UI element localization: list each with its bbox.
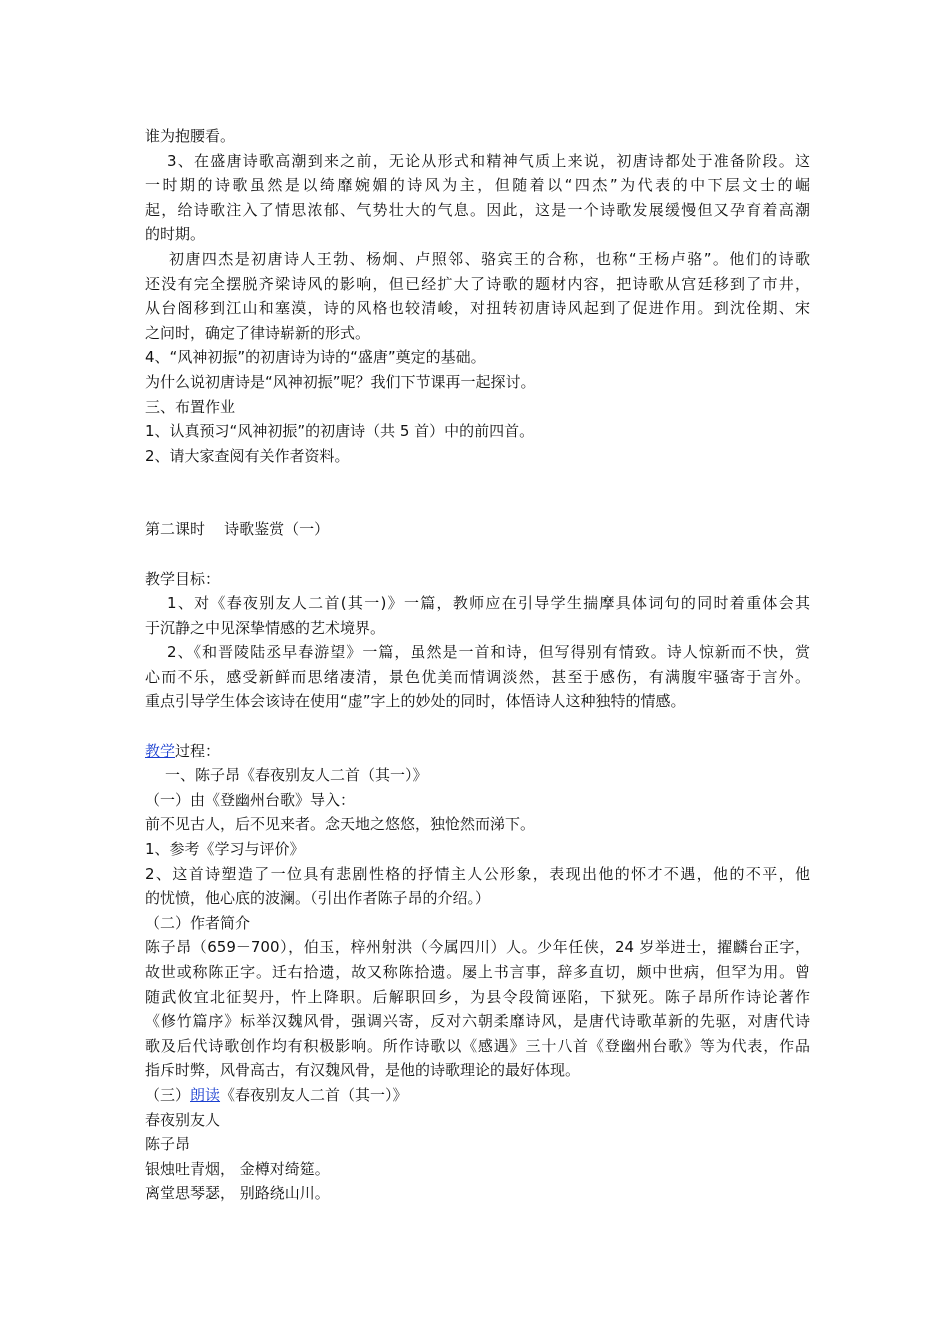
reading-title — [145, 1083, 810, 1108]
text-line: 1、认真预习“风神初振”的初唐诗（共 5 首）中的前四首。 — [145, 422, 535, 441]
text-line: 心而不乐，感受新鲜而思绪凄清，景色优美而情调淡然，甚至于感伤，有满腹牢骚寄于言外。 — [145, 667, 810, 686]
text-line: 初唐四杰是初唐诗人王勃、杨炯、卢照邻、骆宾王的合称，也称“王杨卢骆”。他们的诗歌 — [169, 249, 810, 268]
spacer — [145, 542, 810, 567]
text-line: 4、“风神初振”的初唐诗为诗的“盛唐”奠定的基础。 — [145, 348, 486, 367]
poem-title: 春夜别友人 — [145, 1110, 221, 1129]
text-line: 陈子昂（659－700），伯玉，梓州射洪（今属四川）人。少年任侠，24 岁举进士，擢麟台正字， — [145, 938, 810, 957]
text-line: 2、请大家查阅有关作者资料。 — [145, 446, 350, 465]
text-line: 故世或称陈正字。迁右拾遗，故又称陈拾遗。屡上书言事，辞多直切，颇中世病，但罕为用。曾 — [145, 963, 810, 981]
text-line: 歌及后代诗歌创作均有积极影响。所作诗歌以《感遇》三十八首《登幽州台歌》等为代表，作品 — [145, 1036, 810, 1055]
poem-line: 银烛吐青烟， 金樽对绮筵。 — [145, 1159, 330, 1178]
text-line: 2、《和晋陵陆丞早春游望》一篇，虽然是一首和诗，但写得别有情致。诗人惊新而不快，赏 — [167, 643, 810, 662]
poem-line: 离堂思琴瑟， 别路绕山川。 — [145, 1184, 330, 1203]
text-line: 随武攸宜北征契丹，忤上降职。后解职回乡，为县令段简诬陷，下狱死。陈子昂所作诗论著作 — [145, 987, 810, 1006]
text-line: 前不见古人，后不见来者。念天地之悠悠，独怆然而涕下。 — [145, 815, 536, 834]
read-aloud-link[interactable]: 朗读 — [190, 1085, 221, 1104]
process-title-text: 过程： — [175, 741, 221, 760]
spacer — [145, 468, 810, 517]
teaching-link[interactable]: 教学 — [145, 741, 176, 760]
text-line: 3、在盛唐诗歌高潮到来之前，无论从形式和精神气质上来说，初唐诗都处于准备阶段。这 — [167, 151, 810, 170]
text-line: 从台阁移到江山和塞漠，诗的风格也较清峻，对扭转初唐诗风起到了促进作用。到沈佺期、宋 — [145, 299, 810, 318]
goals-title: 教学目标： — [145, 569, 221, 588]
lesson-heading: 第二课时 诗歌鉴赏（一） — [145, 520, 330, 539]
text-line: 谁为抱腰看。 — [145, 127, 236, 145]
text-line: 起，给诗歌注入了情思浓郁、气势壮大的气息。因此，这是一个诗歌发展缓慢但又孕育着高潮 — [145, 200, 810, 219]
text-line: 于沉静之中见深挚情感的艺术境界。 — [145, 618, 386, 637]
text-line: （一）由《登幽州台歌》导入： — [145, 790, 356, 809]
text-line: 为什么说初唐诗是“风神初振”呢？我们下节课再一起探讨。 — [145, 372, 536, 391]
poem-author: 陈子昂 — [145, 1135, 191, 1154]
document-page — [145, 124, 810, 1206]
spacer — [145, 714, 810, 739]
text-line: 《修竹篇序》标举汉魏风骨，强调兴寄，反对六朝柔靡诗风，是唐代诗歌革新的先驱，对唐代诗 — [145, 1012, 810, 1031]
text-line: 还没有完全摆脱齐梁诗风的影响，但已经扩大了诗歌的题材内容，把诗歌从宫廷移到了市井， — [145, 274, 810, 293]
text-line: 的忧愤，他心底的波澜。（引出作者陈子昂的介绍。） — [145, 889, 491, 908]
text-line: 2、这首诗塑造了一位具有悲剧性格的抒情主人公形象，表现出他的怀才不遇，他的不平，他 — [145, 864, 810, 883]
text-line: 1、参考《学习与评价》 — [145, 840, 305, 859]
reading-title-text: 《春夜别友人二首（其一）》 — [220, 1085, 408, 1104]
text-line: 指斥时弊，风骨高古，有汉魏风骨，是他的诗歌理论的最好体现。 — [145, 1061, 581, 1080]
text-line: 一时期的诗歌虽然是以绮靡婉媚的诗风为主，但随着以“四杰”为代表的中下层文士的崛 — [145, 176, 810, 195]
text-line: 重点引导学生体会该诗在使用“虚”字上的妙处的同时，体悟诗人这种独特的情感。 — [145, 692, 686, 711]
section-heading: 三、布置作业 — [145, 397, 236, 416]
reading-prefix: （三） — [145, 1085, 191, 1104]
text-line: 一、陈子昂《春夜别友人二首（其一）》 — [165, 766, 428, 785]
text-line: （二）作者简介 — [145, 913, 251, 932]
text-line: 1、对《春夜别友人二首(其一)》一篇，教师应在引导学生揣摩具体词句的同时着重体会其 — [167, 594, 810, 613]
text-line: 之问时，确定了律诗崭新的形式。 — [145, 323, 371, 342]
process-title — [145, 739, 810, 764]
text-line: 的时期。 — [145, 225, 206, 244]
